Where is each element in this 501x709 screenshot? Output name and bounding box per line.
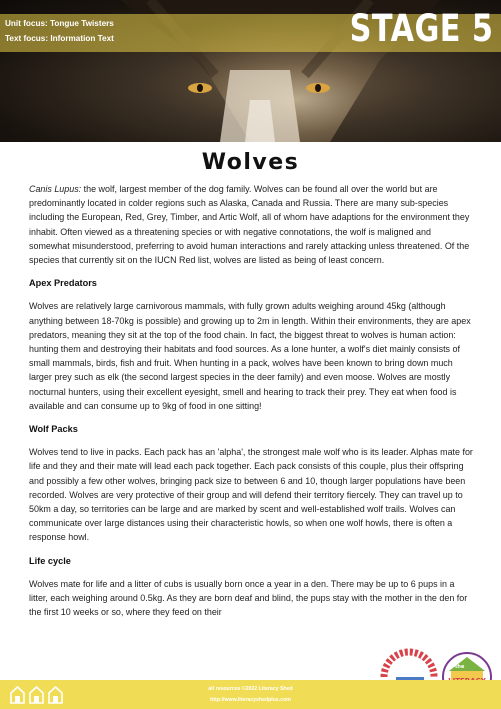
the-text: the [455, 664, 465, 670]
section-text-apex-predators: Wolves are relatively large carnivorous mammals, with fully grown adults weighing around 45kg (although anything between 18-70kg is possible) and growing up to 2m in length. Within their environments, they are apex predators, meaning they sit at the top of the food chain. In fact, the biggest threat to wolves is human action: hunting them and destroying their habitats and food sources. As a lone hunter, a wolf's diet mainly consists of small mammals, birds, fish and fruit. When hunting in a pack, wolves have been known to bring down much larger prey such as elk (the second largest species in the deer family) and even moose. Wolves are mostly nocturnal hunters, using their excellent eyesight, smell and hearing to track their prey. They eat when food is available and can consume up to 9kg of food in one sitting! [29, 301, 471, 411]
intro-text: the wolf, largest member of the dog family. Wolves can be found all over the world but are predominantly located in colder regions such as Alaska, Canada and Russia. There are many sub-species including the European, Red, Grey, Timber, and Artic Wolf, all of whom have adaptions for the environment they inhabit. Often viewed as a threatening species or with negative connotations, the wolf is maligned and somewhat misunderstood, preferring to avoid human interactions and rarely attacking unless threatened. Of the species that currently sit on the IUCN Red list, wolves are listed as being of least concern. [29, 184, 470, 266]
footer-url-link[interactable]: http://www.literacyshedplus.com [210, 697, 291, 703]
stage-label: STAGE 5 [349, 7, 493, 50]
footer-bar [0, 680, 501, 709]
page-title: Wolves [201, 150, 300, 175]
intro-term: Canis Lupus: [29, 184, 82, 194]
section-heading-wolf-packs: Wolf Packs [29, 424, 78, 435]
header-banner [0, 0, 501, 142]
intro-paragraph [29, 182, 474, 267]
section-heading-apex-predators: Apex Predators [29, 278, 97, 289]
section-text-life-cycle: Wolves mate for life and a litter of cubs is usually born once a year in a den. There may be up to 6 pups in a litter, each weighing around 0.5kg. As they are born deaf and blind, the pups stay with the mother in the den for the first 10 weeks or so, where they feed on their [29, 578, 468, 618]
section-heading-life-cycle: Life cycle [29, 555, 71, 566]
unit-focus-label: Unit focus: Tongue Twisters [5, 19, 114, 28]
footer-copyright: all resources ©2022 Literacy Shed [208, 686, 293, 692]
article-body [29, 182, 474, 628]
section-text-wolf-packs: Wolves tend to live in packs. Each pack has an 'alpha', the strongest male wolf who is its leader. Alphas mate for life and they and their mate will lead each pack together. Each pack consists of this couple, plus their offspring and possibly a few other wolves, bringing pack size to between 6 and 10, though larger populations have been recorded. Wolves are very protective of their group and will defend their territory fiercely. They can travel up to 50km a day, so territories can be large and are marked by scent and well-established wolf trails. Wolves can communicate over large distances using their characteristic howls, so when one wolf howls, there is often a response howl. [29, 447, 473, 543]
text-focus-label: Text focus: Information Text [5, 34, 114, 43]
